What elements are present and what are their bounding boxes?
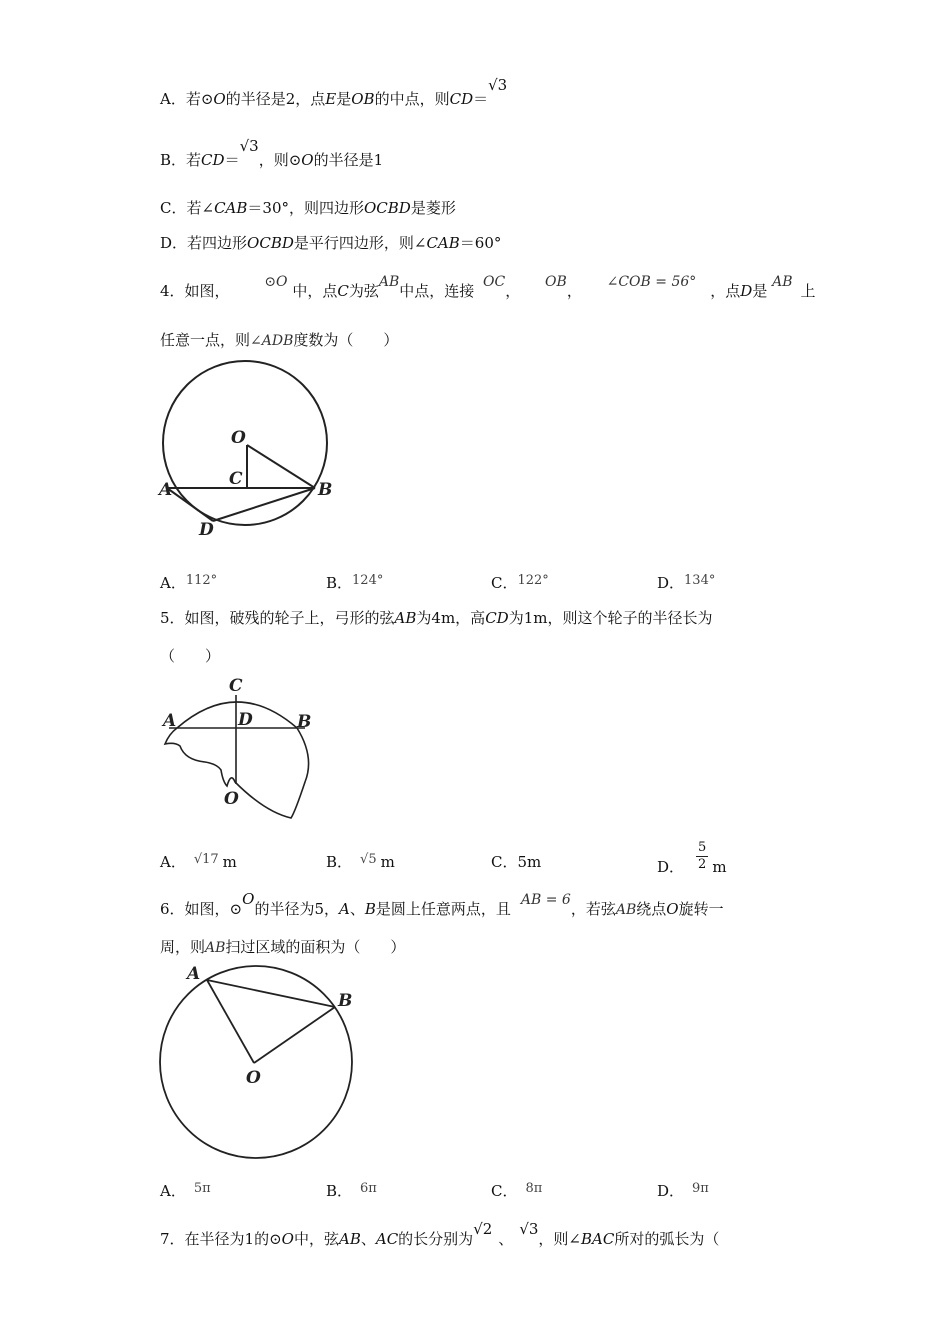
q4-segment-ad bbox=[167, 488, 213, 521]
q5-label-o: O bbox=[224, 789, 239, 809]
q4-option-c[interactable]: C．122° bbox=[491, 573, 549, 592]
q3-option-c: C．若∠CAB＝30°，则四边形OCBD是菱形 bbox=[160, 199, 456, 217]
q6-option-a[interactable]: A． 5π bbox=[160, 1181, 211, 1200]
q7-stem: 7．在半径为1的⊙O中，弦AB、AC的长分别为√2、√3，则∠BAC所对的弧长为（ bbox=[160, 1220, 720, 1248]
q6-label-a: A bbox=[187, 964, 201, 984]
q6-label-o: O bbox=[246, 1068, 261, 1088]
q5-stem-line2: （ ） bbox=[160, 647, 221, 665]
q4-stem-line1: 4．如图， ⊙O 中，点C为弦AB中点，连接 OC， OB， ∠COB = 56° ，点D是 AB 上 bbox=[160, 274, 816, 300]
q3-option-d: D．若四边形OCBD是平行四边形，则∠CAB＝60° bbox=[160, 234, 502, 252]
q6-option-b[interactable]: B． 6π bbox=[326, 1181, 377, 1200]
q6-radius-ob bbox=[254, 1007, 335, 1063]
q4-label-d: D bbox=[199, 520, 214, 540]
q4-label-o: O bbox=[231, 428, 246, 448]
q3-option-b: B．若CD＝√3，则⊙O的半径是1 bbox=[160, 137, 384, 169]
q6-option-d[interactable]: D． 9π bbox=[657, 1181, 709, 1200]
q5-figure bbox=[155, 672, 325, 824]
q6-radius-oa bbox=[207, 980, 254, 1063]
sqrt3-value: √3 bbox=[488, 76, 508, 94]
q4-option-b[interactable]: B．124° bbox=[326, 573, 384, 592]
q3-option-a: A．若⊙O的半径是2，点E是OB的中点，则CD＝√3 bbox=[160, 76, 508, 108]
q4-stem-line2: 任意一点，则∠ADB度数为（ ） bbox=[160, 331, 399, 349]
q6-chord-ab bbox=[207, 980, 335, 1007]
q5-option-c[interactable]: C．5m bbox=[491, 853, 542, 871]
q5-option-a[interactable]: A． √17 m bbox=[160, 852, 237, 871]
q5-label-d: D bbox=[238, 710, 253, 730]
q4-label-a: A bbox=[159, 480, 173, 500]
q5-stem-line1: 5．如图，破残的轮子上，弓形的弦AB为4m，高CD为1m，则这个轮子的半径长为 bbox=[160, 609, 713, 627]
q6-stem-line1: 6．如图，⊙O的半径为5，A、B是圆上任意两点，且 AB = 6，若弦AB绕点O旋转一 bbox=[160, 890, 724, 918]
q5-option-d[interactable]: D． $\frac{5}{2}$ m bbox=[657, 840, 727, 876]
q4-label-c: C bbox=[229, 469, 243, 489]
q4-option-d[interactable]: D．134° bbox=[657, 573, 716, 592]
q6-option-c[interactable]: C． 8π bbox=[491, 1181, 543, 1200]
q6-figure bbox=[150, 962, 365, 1167]
q5-label-b: B bbox=[297, 712, 312, 732]
q6-stem-line2: 周，则AB扫过区域的面积为（ ） bbox=[160, 938, 406, 956]
q4-option-a[interactable]: A．112° bbox=[160, 573, 218, 592]
q4-segment-ob bbox=[247, 445, 315, 488]
q5-label-a: A bbox=[163, 711, 177, 731]
q4-label-b: B bbox=[318, 480, 333, 500]
q4-figure bbox=[150, 358, 370, 548]
q5-label-c: C bbox=[229, 676, 243, 696]
q6-label-b: B bbox=[338, 991, 353, 1011]
q5-option-b[interactable]: B． √5 m bbox=[326, 852, 395, 871]
